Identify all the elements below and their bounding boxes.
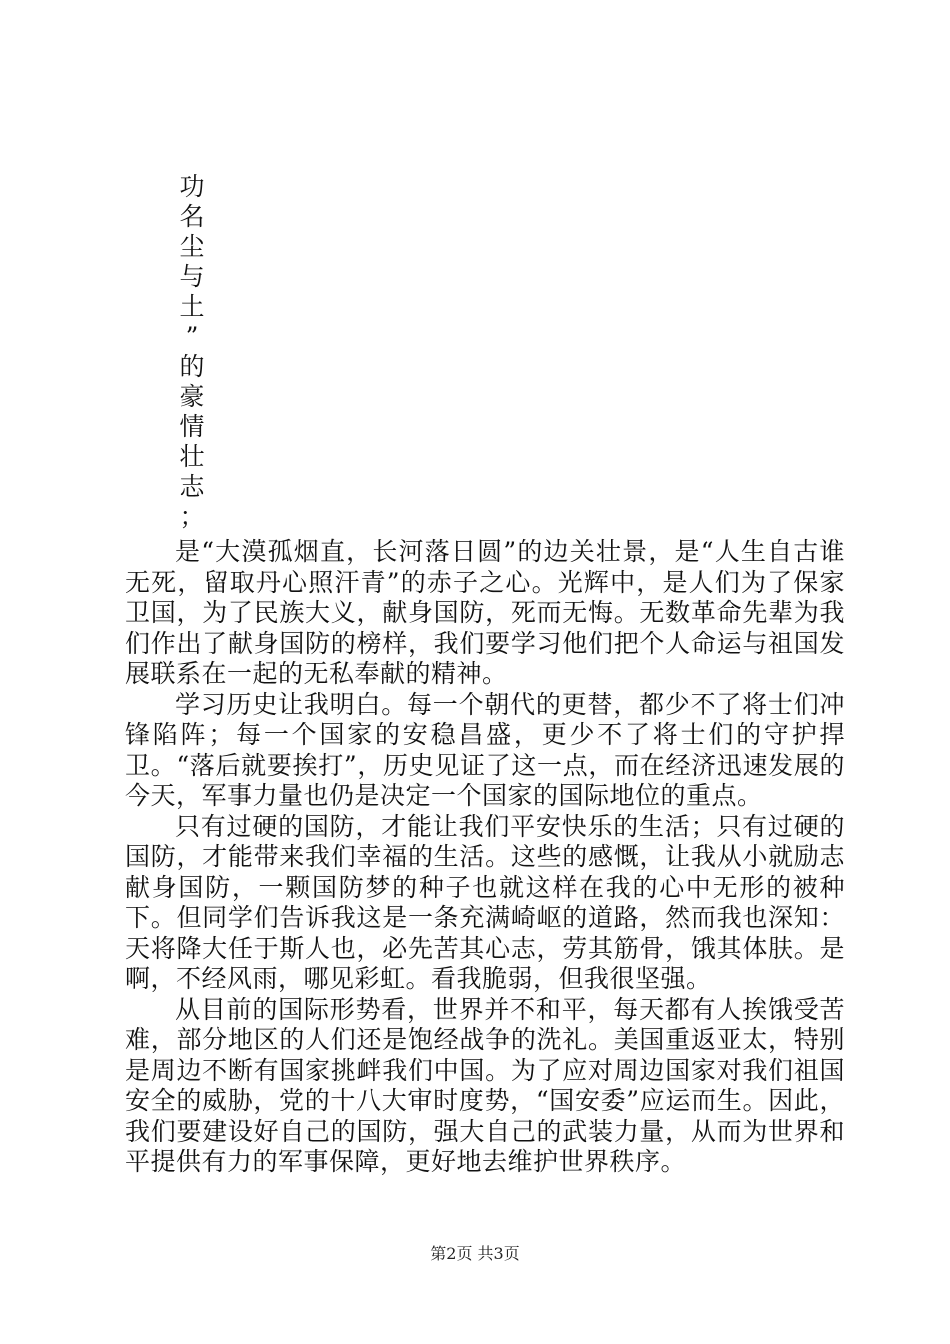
vertical-char: 壮 [179,442,205,471]
vertical-char: 名 [179,202,205,231]
vertical-char: 情 [179,412,205,441]
vertical-text-column [177,172,207,532]
vertical-char: 的 [179,352,205,381]
vertical-char: 与 [179,262,205,291]
page-footer [0,1241,950,1264]
document-body [125,537,845,1178]
vertical-char: 功 [179,172,205,201]
paragraph: 是“大漠孤烟直，长河落日圆”的边关壮景，是“人生自古谁无死，留取丹心照汗青”的赤子之心。光辉中，是人们为了保家卫国，为了民族大义，献身国防，死而无悔。无数革命先辈为我们作出了献身国防的榜样，我们要学习他们把个人命运与祖国发展联系在一起的无私奉献的精神。 [125,537,845,688]
vertical-char: 志 [179,472,205,501]
vertical-char: 土 [179,292,205,321]
paragraph: 只有过硬的国防，才能让我们平安快乐的生活；只有过硬的国防，才能带来我们幸福的生活。这些的感慨，让我从小就励志献身国防，一颗国防梦的种子也就这样在我的心中无形的被种下。但同学们告诉我这是一条充满崎岖的道路，然而我也深知：天将降大任于斯人也，必先苦其心志，劳其筋骨，饿其体肤。是啊，不经风雨，哪见彩虹。看我脆弱，但我很坚强。 [125,811,845,993]
vertical-char: ； [179,502,205,531]
vertical-char: ” [185,322,199,351]
paragraph: 从目前的国际形势看，世界并不和平，每天都有人挨饿受苦难，部分地区的人们还是饱经战争的洗礼。美国重返亚太，特别是周边不断有国家挑衅我们中国。为了应对周边国家对我们祖国安全的威胁，党的十八大审时度势，“国安委”应运而生。因此，我们要建设好自己的国防，强大自己的武装力量，从而为世界和平提供有力的军事保障，更好地去维护世界秩序。 [125,994,845,1176]
paragraph: 学习历史让我明白。每一个朝代的更替，都少不了将士们冲锋陷阵；每一个国家的安稳昌盛，更少不了将士们的守护捍卫。“落后就要挨打”，历史见证了这一点，而在经济迅速发展的今天，军事力量也仍是决定一个国家的国际地位的重点。 [125,689,845,810]
page-number-label: 第2页 共3页 [430,1244,520,1263]
vertical-char: 尘 [179,232,205,261]
vertical-char: 豪 [179,382,205,411]
